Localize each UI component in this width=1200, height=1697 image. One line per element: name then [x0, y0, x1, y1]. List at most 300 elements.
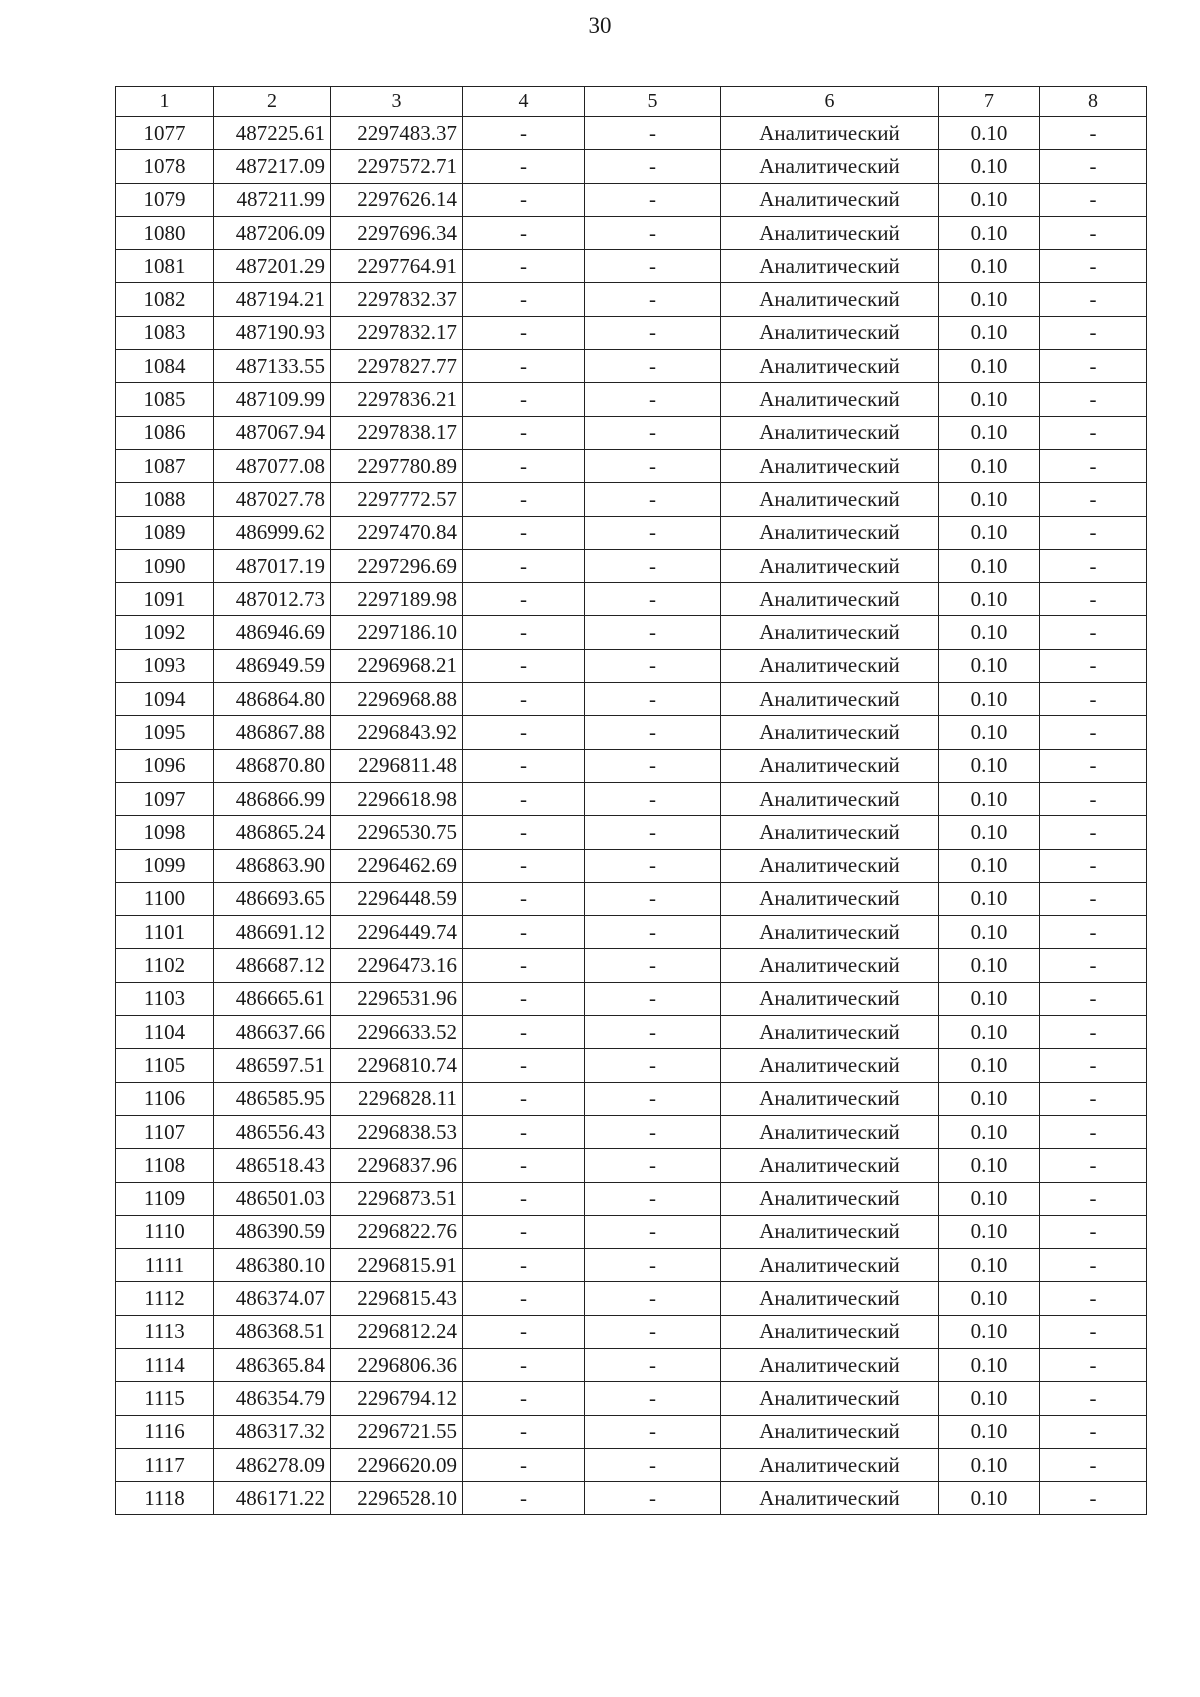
column-8-cell: - — [1040, 1182, 1147, 1215]
point-number-cell: 1088 — [116, 483, 214, 516]
table-row — [116, 583, 1147, 616]
column-4-cell: - — [463, 583, 585, 616]
column-8-cell: - — [1040, 316, 1147, 349]
column-5-cell: - — [585, 749, 721, 782]
column-4-cell: - — [463, 483, 585, 516]
column-8-cell: - — [1040, 782, 1147, 815]
table-row — [116, 1282, 1147, 1315]
x-coordinate-cell: 486585.95 — [214, 1082, 331, 1115]
column-8-cell: - — [1040, 1215, 1147, 1248]
method-cell: Аналитический — [721, 616, 939, 649]
column-5-cell: - — [585, 383, 721, 416]
column-5-cell: - — [585, 1215, 721, 1248]
y-coordinate-cell: 2296837.96 — [331, 1149, 463, 1182]
x-coordinate-cell: 487201.29 — [214, 250, 331, 283]
y-coordinate-cell: 2297572.71 — [331, 150, 463, 183]
column-5-cell: - — [585, 250, 721, 283]
point-number-cell: 1108 — [116, 1149, 214, 1182]
x-coordinate-cell: 486665.61 — [214, 982, 331, 1015]
y-coordinate-cell: 2296822.76 — [331, 1215, 463, 1248]
table-row — [116, 1348, 1147, 1381]
x-coordinate-cell: 486864.80 — [214, 683, 331, 716]
y-coordinate-cell: 2296618.98 — [331, 782, 463, 815]
accuracy-cell: 0.10 — [939, 1382, 1040, 1415]
x-coordinate-cell: 487194.21 — [214, 283, 331, 316]
table-row — [116, 1115, 1147, 1148]
x-coordinate-cell: 486687.12 — [214, 949, 331, 982]
point-number-cell: 1116 — [116, 1415, 214, 1448]
point-number-cell: 1077 — [116, 117, 214, 150]
table-row — [116, 1182, 1147, 1215]
column-4-cell: - — [463, 749, 585, 782]
x-coordinate-cell: 486380.10 — [214, 1249, 331, 1282]
column-5-cell: - — [585, 882, 721, 915]
column-5-cell: - — [585, 1082, 721, 1115]
column-8-cell: - — [1040, 1282, 1147, 1315]
column-8-cell: - — [1040, 1016, 1147, 1049]
column-8-cell: - — [1040, 183, 1147, 216]
column-8-cell: - — [1040, 1348, 1147, 1381]
point-number-cell: 1103 — [116, 982, 214, 1015]
point-number-cell: 1102 — [116, 949, 214, 982]
point-number-cell: 1079 — [116, 183, 214, 216]
column-8-cell: - — [1040, 616, 1147, 649]
accuracy-cell: 0.10 — [939, 649, 1040, 682]
x-coordinate-cell: 487190.93 — [214, 316, 331, 349]
method-cell: Аналитический — [721, 1215, 939, 1248]
accuracy-cell: 0.10 — [939, 449, 1040, 482]
x-coordinate-cell: 487109.99 — [214, 383, 331, 416]
column-8-cell: - — [1040, 1049, 1147, 1082]
column-8-cell: - — [1040, 1149, 1147, 1182]
point-number-cell: 1098 — [116, 816, 214, 849]
y-coordinate-cell: 2296531.96 — [331, 982, 463, 1015]
method-cell: Аналитический — [721, 183, 939, 216]
accuracy-cell: 0.10 — [939, 183, 1040, 216]
table-row — [116, 449, 1147, 482]
column-5-cell: - — [585, 1016, 721, 1049]
method-cell: Аналитический — [721, 416, 939, 449]
column-5-cell: - — [585, 683, 721, 716]
accuracy-cell: 0.10 — [939, 350, 1040, 383]
column-8-cell: - — [1040, 1415, 1147, 1448]
column-8-cell: - — [1040, 916, 1147, 949]
y-coordinate-cell: 2297483.37 — [331, 117, 463, 150]
table-row — [116, 416, 1147, 449]
column-4-cell: - — [463, 183, 585, 216]
y-coordinate-cell: 2297189.98 — [331, 583, 463, 616]
column-8-cell: - — [1040, 1249, 1147, 1282]
method-cell: Аналитический — [721, 1249, 939, 1282]
y-coordinate-cell: 2296633.52 — [331, 1016, 463, 1049]
table-row — [116, 916, 1147, 949]
y-coordinate-cell: 2297764.91 — [331, 250, 463, 283]
accuracy-cell: 0.10 — [939, 749, 1040, 782]
table-row — [116, 283, 1147, 316]
column-8-cell: - — [1040, 516, 1147, 549]
coordinates-table — [115, 86, 1147, 1515]
accuracy-cell: 0.10 — [939, 1315, 1040, 1348]
accuracy-cell: 0.10 — [939, 1249, 1040, 1282]
point-number-cell: 1112 — [116, 1282, 214, 1315]
point-number-cell: 1081 — [116, 250, 214, 283]
column-header-6: 6 — [721, 87, 939, 117]
x-coordinate-cell: 486946.69 — [214, 616, 331, 649]
column-8-cell: - — [1040, 982, 1147, 1015]
column-5-cell: - — [585, 449, 721, 482]
column-8-cell: - — [1040, 416, 1147, 449]
column-5-cell: - — [585, 216, 721, 249]
method-cell: Аналитический — [721, 1082, 939, 1115]
x-coordinate-cell: 486637.66 — [214, 1016, 331, 1049]
column-5-cell: - — [585, 1415, 721, 1448]
column-8-cell: - — [1040, 250, 1147, 283]
column-8-cell: - — [1040, 1482, 1147, 1515]
x-coordinate-cell: 486368.51 — [214, 1315, 331, 1348]
accuracy-cell: 0.10 — [939, 150, 1040, 183]
point-number-cell: 1104 — [116, 1016, 214, 1049]
method-cell: Аналитический — [721, 283, 939, 316]
accuracy-cell: 0.10 — [939, 549, 1040, 582]
table-row — [116, 350, 1147, 383]
y-coordinate-cell: 2296530.75 — [331, 816, 463, 849]
method-cell: Аналитический — [721, 849, 939, 882]
column-4-cell: - — [463, 516, 585, 549]
column-header-8: 8 — [1040, 87, 1147, 117]
method-cell: Аналитический — [721, 483, 939, 516]
column-header-3: 3 — [331, 87, 463, 117]
point-number-cell: 1113 — [116, 1315, 214, 1348]
y-coordinate-cell: 2296843.92 — [331, 716, 463, 749]
point-number-cell: 1090 — [116, 549, 214, 582]
x-coordinate-cell: 486597.51 — [214, 1049, 331, 1082]
y-coordinate-cell: 2296528.10 — [331, 1482, 463, 1515]
method-cell: Аналитический — [721, 549, 939, 582]
point-number-cell: 1095 — [116, 716, 214, 749]
column-4-cell: - — [463, 982, 585, 1015]
column-4-cell: - — [463, 316, 585, 349]
y-coordinate-cell: 2296873.51 — [331, 1182, 463, 1215]
column-4-cell: - — [463, 383, 585, 416]
column-5-cell: - — [585, 1182, 721, 1215]
column-4-cell: - — [463, 416, 585, 449]
accuracy-cell: 0.10 — [939, 1348, 1040, 1381]
column-4-cell: - — [463, 1049, 585, 1082]
y-coordinate-cell: 2297296.69 — [331, 549, 463, 582]
column-header-4: 4 — [463, 87, 585, 117]
point-number-cell: 1106 — [116, 1082, 214, 1115]
table-row — [116, 1016, 1147, 1049]
column-4-cell: - — [463, 1448, 585, 1481]
column-4-cell: - — [463, 283, 585, 316]
y-coordinate-cell: 2296838.53 — [331, 1115, 463, 1148]
method-cell: Аналитический — [721, 1415, 939, 1448]
column-4-cell: - — [463, 1249, 585, 1282]
x-coordinate-cell: 486354.79 — [214, 1382, 331, 1415]
accuracy-cell: 0.10 — [939, 583, 1040, 616]
method-cell: Аналитический — [721, 383, 939, 416]
y-coordinate-cell: 2296815.43 — [331, 1282, 463, 1315]
table-row — [116, 949, 1147, 982]
column-4-cell: - — [463, 1382, 585, 1415]
column-5-cell: - — [585, 716, 721, 749]
accuracy-cell: 0.10 — [939, 483, 1040, 516]
column-5-cell: - — [585, 616, 721, 649]
x-coordinate-cell: 487077.08 — [214, 449, 331, 482]
column-5-cell: - — [585, 1249, 721, 1282]
x-coordinate-cell: 486870.80 — [214, 749, 331, 782]
accuracy-cell: 0.10 — [939, 849, 1040, 882]
column-header-2: 2 — [214, 87, 331, 117]
x-coordinate-cell: 486866.99 — [214, 782, 331, 815]
y-coordinate-cell: 2297838.17 — [331, 416, 463, 449]
column-5-cell: - — [585, 649, 721, 682]
column-8-cell: - — [1040, 549, 1147, 582]
method-cell: Аналитический — [721, 150, 939, 183]
method-cell: Аналитический — [721, 916, 939, 949]
method-cell: Аналитический — [721, 816, 939, 849]
accuracy-cell: 0.10 — [939, 816, 1040, 849]
method-cell: Аналитический — [721, 449, 939, 482]
accuracy-cell: 0.10 — [939, 316, 1040, 349]
x-coordinate-cell: 487012.73 — [214, 583, 331, 616]
point-number-cell: 1101 — [116, 916, 214, 949]
column-5-cell: - — [585, 982, 721, 1015]
column-5-cell: - — [585, 1315, 721, 1348]
column-5-cell: - — [585, 1282, 721, 1315]
column-4-cell: - — [463, 1149, 585, 1182]
method-cell: Аналитический — [721, 949, 939, 982]
column-8-cell: - — [1040, 1315, 1147, 1348]
column-8-cell: - — [1040, 849, 1147, 882]
column-4-cell: - — [463, 782, 585, 815]
table-row — [116, 849, 1147, 882]
accuracy-cell: 0.10 — [939, 516, 1040, 549]
column-5-cell: - — [585, 1049, 721, 1082]
column-5-cell: - — [585, 1382, 721, 1415]
column-4-cell: - — [463, 649, 585, 682]
column-8-cell: - — [1040, 1082, 1147, 1115]
column-5-cell: - — [585, 1482, 721, 1515]
point-number-cell: 1082 — [116, 283, 214, 316]
column-8-cell: - — [1040, 1115, 1147, 1148]
point-number-cell: 1093 — [116, 649, 214, 682]
column-4-cell: - — [463, 1482, 585, 1515]
table-row — [116, 1049, 1147, 1082]
accuracy-cell: 0.10 — [939, 1049, 1040, 1082]
method-cell: Аналитический — [721, 716, 939, 749]
accuracy-cell: 0.10 — [939, 1482, 1040, 1515]
method-cell: Аналитический — [721, 250, 939, 283]
column-4-cell: - — [463, 683, 585, 716]
method-cell: Аналитический — [721, 1282, 939, 1315]
column-5-cell: - — [585, 916, 721, 949]
accuracy-cell: 0.10 — [939, 1016, 1040, 1049]
y-coordinate-cell: 2296815.91 — [331, 1249, 463, 1282]
column-4-cell: - — [463, 916, 585, 949]
x-coordinate-cell: 486518.43 — [214, 1149, 331, 1182]
column-4-cell: - — [463, 117, 585, 150]
column-5-cell: - — [585, 583, 721, 616]
column-4-cell: - — [463, 816, 585, 849]
column-8-cell: - — [1040, 483, 1147, 516]
point-number-cell: 1089 — [116, 516, 214, 549]
column-8-cell: - — [1040, 749, 1147, 782]
method-cell: Аналитический — [721, 649, 939, 682]
method-cell: Аналитический — [721, 316, 939, 349]
column-8-cell: - — [1040, 649, 1147, 682]
x-coordinate-cell: 487027.78 — [214, 483, 331, 516]
point-number-cell: 1097 — [116, 782, 214, 815]
point-number-cell: 1118 — [116, 1482, 214, 1515]
method-cell: Аналитический — [721, 782, 939, 815]
y-coordinate-cell: 2297696.34 — [331, 216, 463, 249]
table-row — [116, 982, 1147, 1015]
y-coordinate-cell: 2296806.36 — [331, 1348, 463, 1381]
method-cell: Аналитический — [721, 1115, 939, 1148]
y-coordinate-cell: 2296811.48 — [331, 749, 463, 782]
y-coordinate-cell: 2296449.74 — [331, 916, 463, 949]
accuracy-cell: 0.10 — [939, 1115, 1040, 1148]
column-4-cell: - — [463, 1182, 585, 1215]
x-coordinate-cell: 487225.61 — [214, 117, 331, 150]
accuracy-cell: 0.10 — [939, 250, 1040, 283]
column-5-cell: - — [585, 549, 721, 582]
table-row — [116, 383, 1147, 416]
x-coordinate-cell: 486390.59 — [214, 1215, 331, 1248]
y-coordinate-cell: 2296810.74 — [331, 1049, 463, 1082]
x-coordinate-cell: 486171.22 — [214, 1482, 331, 1515]
accuracy-cell: 0.10 — [939, 383, 1040, 416]
table-row — [116, 483, 1147, 516]
accuracy-cell: 0.10 — [939, 1182, 1040, 1215]
column-4-cell: - — [463, 1016, 585, 1049]
x-coordinate-cell: 486999.62 — [214, 516, 331, 549]
x-coordinate-cell: 486278.09 — [214, 1448, 331, 1481]
x-coordinate-cell: 486865.24 — [214, 816, 331, 849]
method-cell: Аналитический — [721, 1182, 939, 1215]
accuracy-cell: 0.10 — [939, 283, 1040, 316]
y-coordinate-cell: 2297827.77 — [331, 350, 463, 383]
x-coordinate-cell: 486867.88 — [214, 716, 331, 749]
column-4-cell: - — [463, 549, 585, 582]
accuracy-cell: 0.10 — [939, 216, 1040, 249]
y-coordinate-cell: 2297626.14 — [331, 183, 463, 216]
column-5-cell: - — [585, 849, 721, 882]
column-5-cell: - — [585, 1115, 721, 1148]
accuracy-cell: 0.10 — [939, 882, 1040, 915]
y-coordinate-cell: 2297772.57 — [331, 483, 463, 516]
method-cell: Аналитический — [721, 583, 939, 616]
point-number-cell: 1094 — [116, 683, 214, 716]
accuracy-cell: 0.10 — [939, 1448, 1040, 1481]
y-coordinate-cell: 2296968.21 — [331, 649, 463, 682]
point-number-cell: 1100 — [116, 882, 214, 915]
table-row — [116, 316, 1147, 349]
table-row — [116, 683, 1147, 716]
x-coordinate-cell: 487217.09 — [214, 150, 331, 183]
method-cell: Аналитический — [721, 1149, 939, 1182]
y-coordinate-cell: 2296812.24 — [331, 1315, 463, 1348]
accuracy-cell: 0.10 — [939, 716, 1040, 749]
column-4-cell: - — [463, 1282, 585, 1315]
accuracy-cell: 0.10 — [939, 1215, 1040, 1248]
table-row — [116, 649, 1147, 682]
y-coordinate-cell: 2296448.59 — [331, 882, 463, 915]
x-coordinate-cell: 486501.03 — [214, 1182, 331, 1215]
column-5-cell: - — [585, 483, 721, 516]
column-8-cell: - — [1040, 216, 1147, 249]
accuracy-cell: 0.10 — [939, 416, 1040, 449]
column-5-cell: - — [585, 1448, 721, 1481]
y-coordinate-cell: 2297832.37 — [331, 283, 463, 316]
y-coordinate-cell: 2297780.89 — [331, 449, 463, 482]
y-coordinate-cell: 2297832.17 — [331, 316, 463, 349]
column-4-cell: - — [463, 716, 585, 749]
y-coordinate-cell: 2296828.11 — [331, 1082, 463, 1115]
table-row — [116, 1249, 1147, 1282]
accuracy-cell: 0.10 — [939, 616, 1040, 649]
column-8-cell: - — [1040, 117, 1147, 150]
accuracy-cell: 0.10 — [939, 1282, 1040, 1315]
method-cell: Аналитический — [721, 117, 939, 150]
y-coordinate-cell: 2297836.21 — [331, 383, 463, 416]
method-cell: Аналитический — [721, 1482, 939, 1515]
table-row — [116, 816, 1147, 849]
accuracy-cell: 0.10 — [939, 982, 1040, 1015]
method-cell: Аналитический — [721, 1315, 939, 1348]
point-number-cell: 1114 — [116, 1348, 214, 1381]
accuracy-cell: 0.10 — [939, 1415, 1040, 1448]
column-8-cell: - — [1040, 150, 1147, 183]
table-row — [116, 749, 1147, 782]
table-row — [116, 183, 1147, 216]
column-8-cell: - — [1040, 583, 1147, 616]
x-coordinate-cell: 487206.09 — [214, 216, 331, 249]
column-header-5: 5 — [585, 87, 721, 117]
table-row — [116, 150, 1147, 183]
column-5-cell: - — [585, 350, 721, 383]
table-row — [116, 250, 1147, 283]
column-4-cell: - — [463, 250, 585, 283]
point-number-cell: 1078 — [116, 150, 214, 183]
column-4-cell: - — [463, 449, 585, 482]
table-row — [116, 616, 1147, 649]
y-coordinate-cell: 2297470.84 — [331, 516, 463, 549]
column-8-cell: - — [1040, 350, 1147, 383]
point-number-cell: 1117 — [116, 1448, 214, 1481]
column-4-cell: - — [463, 1315, 585, 1348]
table-body — [116, 117, 1147, 1515]
table-row — [116, 516, 1147, 549]
accuracy-cell: 0.10 — [939, 782, 1040, 815]
method-cell: Аналитический — [721, 749, 939, 782]
column-5-cell: - — [585, 949, 721, 982]
column-8-cell: - — [1040, 1448, 1147, 1481]
table-row — [116, 1082, 1147, 1115]
point-number-cell: 1099 — [116, 849, 214, 882]
accuracy-cell: 0.10 — [939, 916, 1040, 949]
column-8-cell: - — [1040, 449, 1147, 482]
column-8-cell: - — [1040, 949, 1147, 982]
column-5-cell: - — [585, 416, 721, 449]
method-cell: Аналитический — [721, 683, 939, 716]
column-4-cell: - — [463, 1348, 585, 1381]
column-4-cell: - — [463, 949, 585, 982]
table-row — [116, 1382, 1147, 1415]
table-row — [116, 1315, 1147, 1348]
table-row — [116, 716, 1147, 749]
